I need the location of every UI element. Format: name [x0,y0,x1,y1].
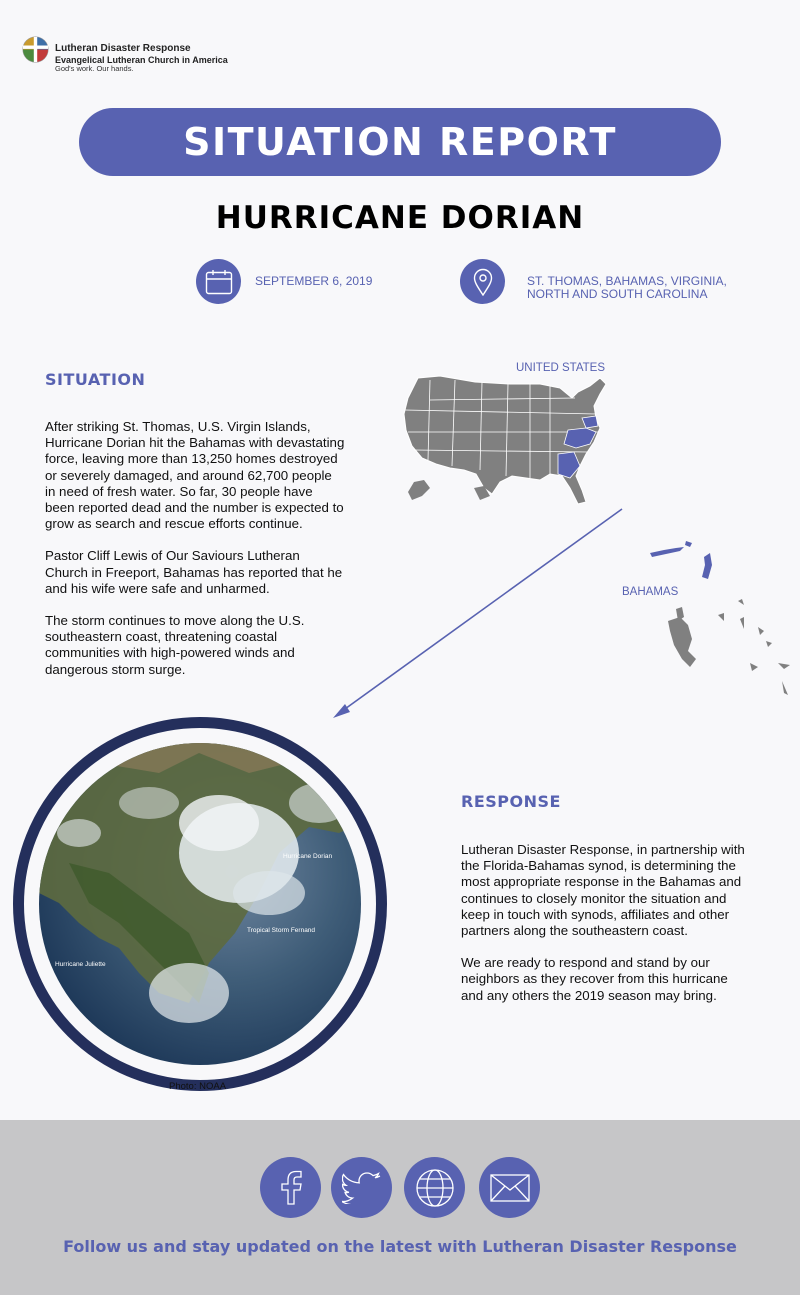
org-tagline: God's work. Our hands. [55,63,134,73]
report-banner [79,108,721,176]
situation-paragraph: The storm continues to move along the U.S. southeastern coast, threatening coastal communities with high-powered winds and dangerous storm surge. [45,613,305,677]
org-name: Lutheran Disaster Response [55,43,191,54]
globe-icon[interactable] [404,1157,465,1218]
facebook-icon[interactable] [260,1157,321,1218]
report-date: SEPTEMBER 6, 2019 [255,274,373,288]
follow-text: Follow us and stay updated on the latest with Lutheran Disaster Response [63,1237,737,1256]
photo-caption: Photo: NOAA [169,1081,227,1092]
bahamas-map [640,535,800,705]
logo [22,36,228,73]
satellite-photo-frame [13,717,387,1091]
situation-heading: SITUATION [45,370,146,389]
situation-paragraph: After striking St. Thomas, U.S. Virgin Islands, Hurricane Dorian hit the Bahamas with devastating force, leaving more than 13,250 homes destroyed or severely damaged, and around 62,700 people in need of fresh water. So far, 30 people have been reported dead and the number is expected to grow as search and rescue efforts continue. [45,419,345,532]
bahamas-map-label: BAHAMAS [622,586,679,598]
footer [0,1120,800,1295]
response-body [461,842,753,1020]
location-line-1: ST. THOMAS, BAHAMAS, VIRGINIA, [527,274,727,288]
report-location [527,275,727,301]
label-hurricane-dorian: Hurricane Dorian [283,853,333,860]
us-map [400,370,610,510]
elca-cross-icon [22,36,49,63]
twitter-icon[interactable] [331,1157,392,1218]
situation-paragraph: Pastor Cliff Lewis of Our Saviours Lutheran Church in Freeport, Bahamas has reported that he and his wife were safe and unharmed. [45,548,343,596]
org-subtitle: Evangelical Lutheran Church in America [55,54,228,65]
response-paragraph: Lutheran Disaster Response, in partnership with the Florida-Bahamas synod, is determining the most appropriate response in the Bahamas and continues to closely monitor the situation and keep in touch with synods, affiliates and other partners along the southeastern coast. [461,842,745,939]
map-pin-icon [460,259,505,304]
us-map-label: UNITED STATES [516,362,606,374]
banner-title: SITUATION REPORT [183,120,617,164]
situation-body [45,419,345,694]
calendar-icon [196,259,241,304]
pointer-arrow [320,500,630,725]
location-line-2: NORTH AND SOUTH CAROLINA [527,287,708,302]
label-hurricane-juliette: Hurricane Juliette [55,961,106,968]
response-heading: RESPONSE [461,792,561,811]
satellite-photo [39,743,361,1065]
label-tropical-storm-fernand: Tropical Storm Fernand [247,927,316,934]
page-title: HURRICANE DORIAN [215,200,585,236]
email-icon[interactable] [479,1157,540,1218]
response-paragraph: We are ready to respond and stand by our neighbors as they recover from this hurricane and any others the 2019 season may bring. [461,955,728,1003]
